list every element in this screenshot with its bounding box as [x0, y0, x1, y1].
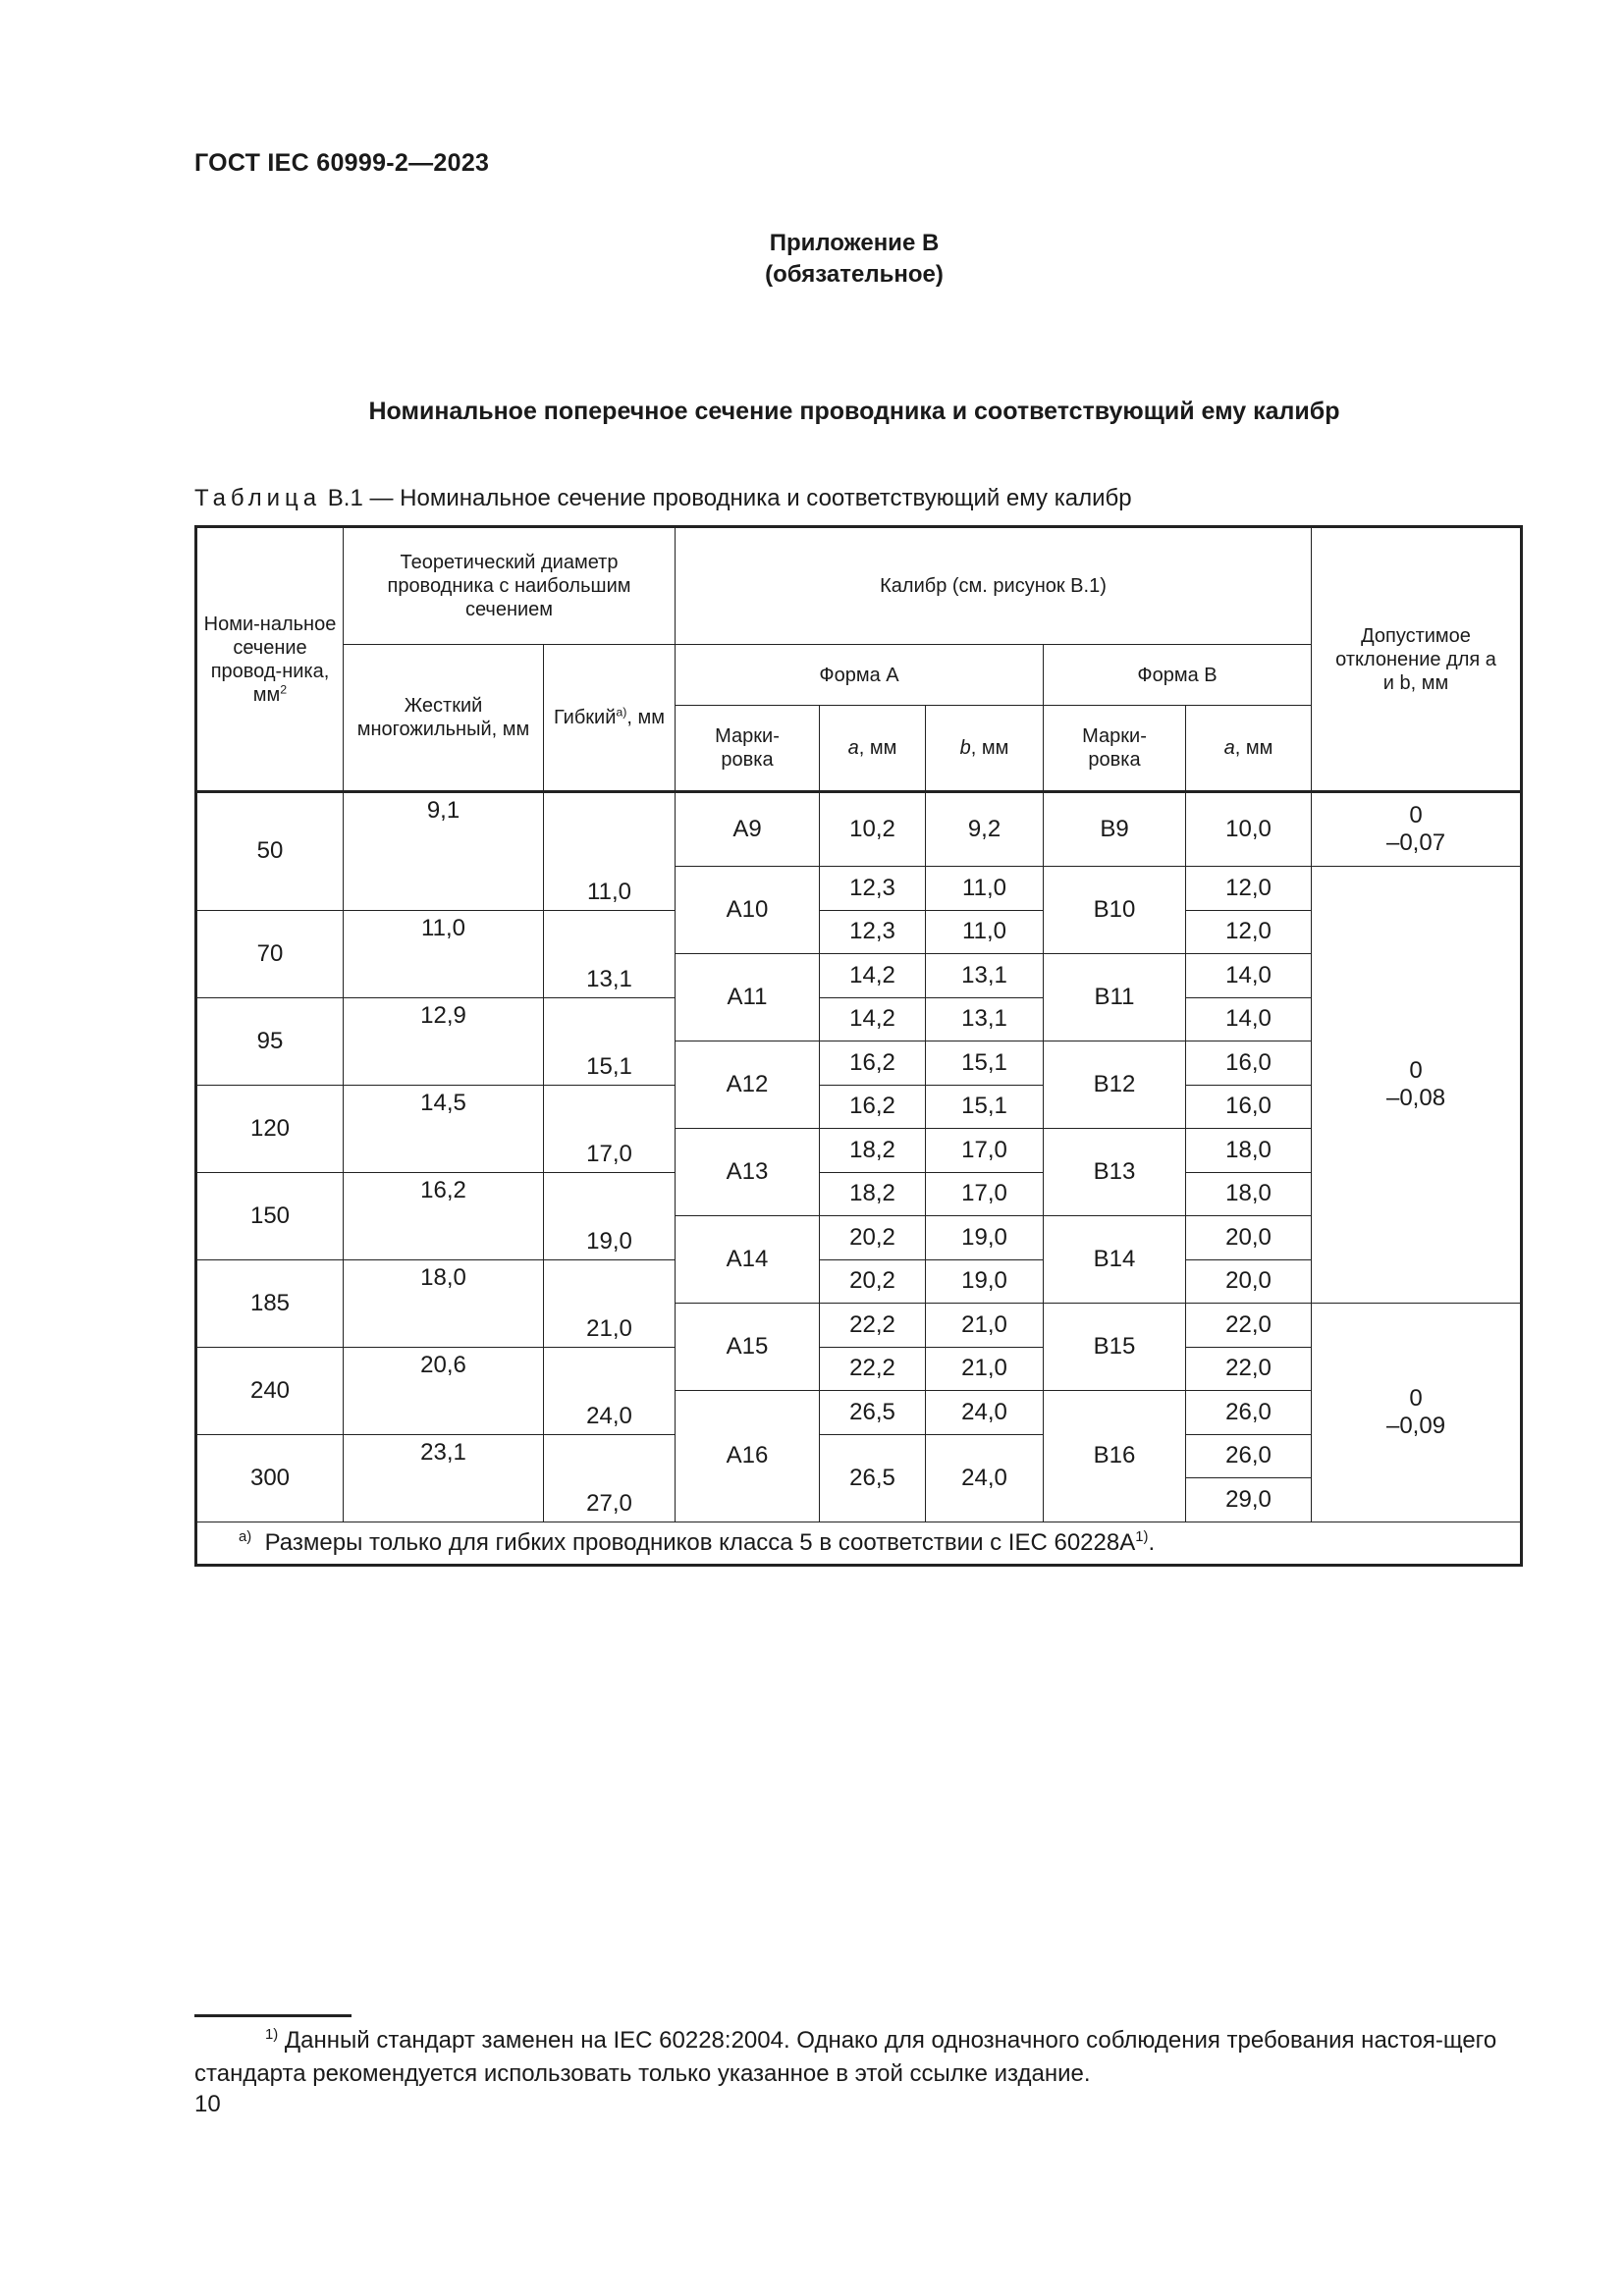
rigid-cell: 20,6 [344, 1347, 544, 1434]
tolerance-cell: 0 –0,09 [1312, 1304, 1522, 1522]
page-footnote [194, 2024, 1520, 2091]
marking-b-cell: В16 [1044, 1391, 1186, 1522]
gauge-table [194, 525, 1523, 1567]
header-marking-a: Марки-ровка [676, 706, 820, 792]
table-caption-label: Таблица [194, 485, 322, 511]
rigid-cell: 23,1 [344, 1434, 544, 1522]
a-cell: 12,3 [820, 867, 926, 911]
a-cell: 18,2 [820, 1172, 926, 1216]
header-gauge: Калибр (см. рисунок В.1) [676, 527, 1312, 645]
section-cell: 185 [196, 1259, 344, 1347]
section-cell: 120 [196, 1085, 344, 1172]
rigid-cell: 9,1 [344, 792, 544, 911]
a-cell: 10,2 [820, 792, 926, 867]
header-rigid: Жесткий многожильный, мм [344, 645, 544, 792]
b-cell: 21,0 [926, 1304, 1044, 1348]
marking-b-cell: В11 [1044, 954, 1186, 1041]
b-a-cell: 14,0 [1186, 954, 1312, 998]
b-a-cell: 26,0 [1186, 1391, 1312, 1435]
section-cell: 50 [196, 792, 344, 911]
rigid-cell: 18,0 [344, 1259, 544, 1347]
header-form-b: Форма В [1044, 645, 1312, 706]
b-a-cell: 18,0 [1186, 1172, 1312, 1216]
appendix-title: Приложение В [769, 230, 940, 256]
table-footnote-marker: а) [239, 1528, 252, 1545]
b-cell: 11,0 [926, 910, 1044, 954]
a-cell: 14,2 [820, 954, 926, 998]
header-flexible: Гибкий$^{а)}$, мм [544, 645, 676, 792]
b-a-cell: 22,0 [1186, 1304, 1312, 1348]
marking-b-cell: В13 [1044, 1129, 1186, 1216]
marking-a-cell: А16 [676, 1391, 820, 1522]
section-title: Номинальное поперечное сечение проводника и соответствующий ему калибр [368, 398, 1340, 425]
rigid-cell: 12,9 [344, 997, 544, 1085]
a-cell: 22,2 [820, 1347, 926, 1391]
flexible-cell: 13,1 [544, 910, 676, 997]
b-cell: 21,0 [926, 1347, 1044, 1391]
b-cell: 19,0 [926, 1216, 1044, 1260]
b-a-cell: 18,0 [1186, 1129, 1312, 1173]
b-a-cell: 20,0 [1186, 1259, 1312, 1304]
marking-a-cell: А11 [676, 954, 820, 1041]
b-a-cell: 12,0 [1186, 910, 1312, 954]
page-number: 10 [194, 2091, 221, 2117]
flexible-cell: 27,0 [544, 1434, 676, 1522]
table-footnote-row [196, 1522, 1522, 1565]
b-a-cell: 10,0 [1186, 792, 1312, 867]
b-a-cell: 12,0 [1186, 867, 1312, 911]
header-a-form-b: a, мм [1186, 706, 1312, 792]
b-a-cell: 14,0 [1186, 997, 1312, 1041]
marking-b-cell: В14 [1044, 1216, 1186, 1304]
b-a-cell: 26,0 [1186, 1434, 1312, 1478]
a-cell: 18,2 [820, 1129, 926, 1173]
document-header: ГОСТ IEC 60999-2—2023 [194, 149, 490, 177]
rigid-cell: 14,5 [344, 1085, 544, 1172]
marking-a-cell: А14 [676, 1216, 820, 1304]
appendix-status: (обязательное) [765, 261, 944, 288]
a-cell: 12,3 [820, 910, 926, 954]
section-cell: 150 [196, 1172, 344, 1259]
tolerance-cell: 0 –0,07 [1312, 792, 1522, 867]
marking-b-cell: В12 [1044, 1041, 1186, 1129]
page-footnote-marker: 1) [265, 2027, 279, 2043]
b-cell: 17,0 [926, 1172, 1044, 1216]
flexible-cell: 24,0 [544, 1347, 676, 1434]
a-cell: 26,5 [820, 1391, 926, 1435]
b-cell: 15,1 [926, 1085, 1044, 1129]
section-cell: 240 [196, 1347, 344, 1434]
b-cell: 9,2 [926, 792, 1044, 867]
a-cell: 22,2 [820, 1304, 926, 1348]
rigid-cell: 16,2 [344, 1172, 544, 1259]
b-a-cell: 22,0 [1186, 1347, 1312, 1391]
b-cell: 24,0 [926, 1391, 1044, 1435]
appendix-heading [0, 228, 1624, 291]
b-cell: 15,1 [926, 1041, 1044, 1086]
marking-b-cell: В9 [1044, 792, 1186, 867]
a-cell: 14,2 [820, 997, 926, 1041]
flexible-cell: 11,0 [544, 792, 676, 911]
a-cell: 16,2 [820, 1085, 926, 1129]
flexible-cell: 19,0 [544, 1172, 676, 1259]
a-cell: 26,5 [820, 1434, 926, 1522]
table-caption-text: В.1 — Номинальное сечение проводника и соответствующий ему калибр [327, 485, 1132, 511]
a-cell: 16,2 [820, 1041, 926, 1086]
table-caption [194, 485, 1132, 512]
b-cell: 13,1 [926, 954, 1044, 998]
section-cell: 95 [196, 997, 344, 1085]
marking-a-cell: А9 [676, 792, 820, 867]
tolerance-cell: 0 –0,08 [1312, 867, 1522, 1304]
section-cell: 70 [196, 910, 344, 997]
section-cell: 300 [196, 1434, 344, 1522]
b-cell: 17,0 [926, 1129, 1044, 1173]
marking-a-cell: А15 [676, 1304, 820, 1391]
page-footnote-text: Данный стандарт заменен на IEC 60228:2004. Однако для однозначного соблюдения требования настоя-щего стандарта рекомендуется использовать только указанное в этой ссылке издание. [194, 2027, 1497, 2087]
footnote-divider [194, 2014, 352, 2017]
b-a-cell: 16,0 [1186, 1085, 1312, 1129]
marking-b-cell: В10 [1044, 867, 1186, 954]
b-cell: 24,0 [926, 1434, 1044, 1522]
a-cell: 20,2 [820, 1259, 926, 1304]
header-theoretical-diameter: Теоретический диаметр проводника с наибольшим сечением [344, 527, 676, 645]
a-cell: 20,2 [820, 1216, 926, 1260]
marking-a-cell: А10 [676, 867, 820, 954]
header-nominal-section: Номи-нальное сечение провод-ника, $мм^2$ [196, 527, 344, 792]
b-cell: 13,1 [926, 997, 1044, 1041]
header-b-form-a: b, мм [926, 706, 1044, 792]
table-row [196, 792, 1522, 867]
b-a-cell: 16,0 [1186, 1041, 1312, 1086]
b-a-cell: 29,0 [1186, 1478, 1312, 1522]
header-a-form-a: a, мм [820, 706, 926, 792]
marking-b-cell: В15 [1044, 1304, 1186, 1391]
b-a-cell: 20,0 [1186, 1216, 1312, 1260]
marking-a-cell: А12 [676, 1041, 820, 1129]
marking-a-cell: А13 [676, 1129, 820, 1216]
flexible-cell: 17,0 [544, 1085, 676, 1172]
header-form-a: Форма А [676, 645, 1044, 706]
b-cell: 11,0 [926, 867, 1044, 911]
rigid-cell: 11,0 [344, 910, 544, 997]
header-tolerance: Допустимое отклонение для a и b, мм [1312, 527, 1522, 792]
table-footnote: $^{а)}$ Размеры только для гибких проводников класса 5 в соответствии с IEC $60228A^{1)}$. [196, 1522, 1522, 1565]
flexible-cell: 21,0 [544, 1259, 676, 1347]
header-marking-b: Марки-ровка [1044, 706, 1186, 792]
flexible-cell: 15,1 [544, 997, 676, 1085]
b-cell: 19,0 [926, 1259, 1044, 1304]
